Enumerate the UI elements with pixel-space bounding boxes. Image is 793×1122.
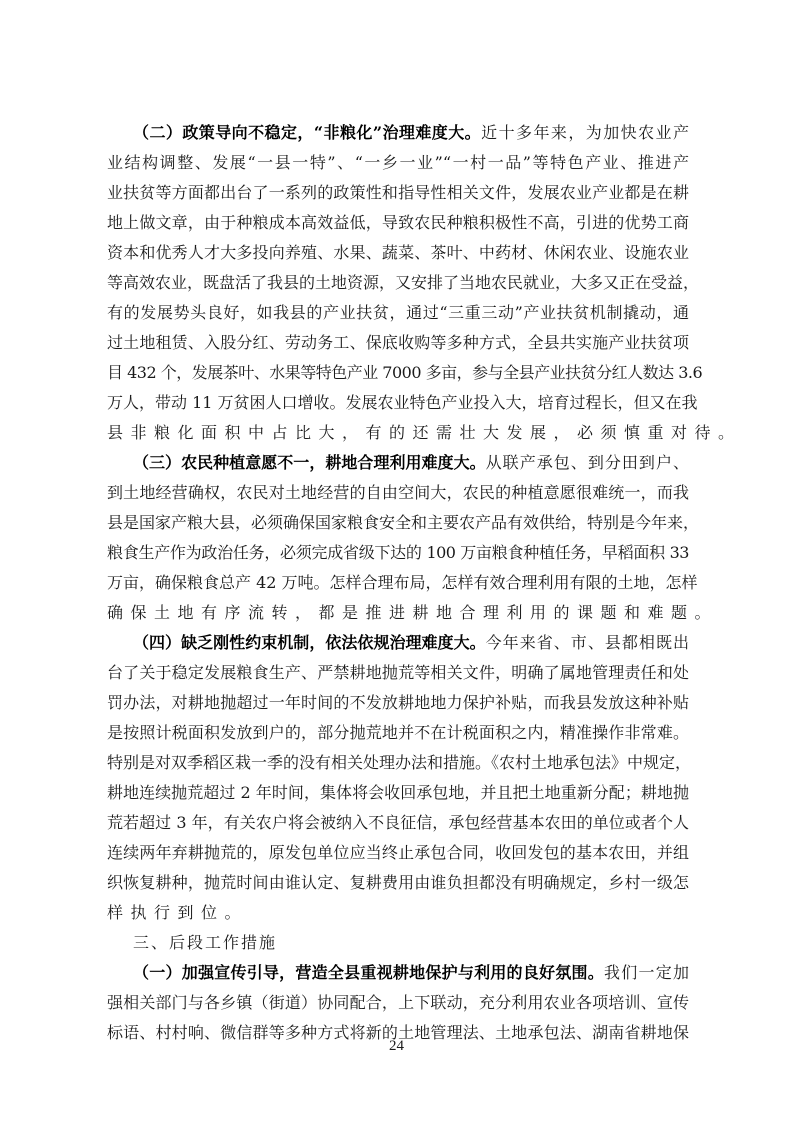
text-line: 强相关部门与各乡镇（街道）协同配合，上下联动，充分利用农业各项培训、宣传 bbox=[107, 993, 689, 1012]
text-line: 有的发展势头良好，如我县的产业扶贫，通过“三重三动”产业扶贫机制撬动，通 bbox=[107, 303, 689, 322]
text-line: 地上做文章，由于种粮成本高效益低，导致农民种粮积极性不高，引进的优势工商 bbox=[107, 213, 689, 232]
text-line: 连续两年弃耕抛荒的，原发包单位应当终止承包合同，收回发包的基本农田，并组 bbox=[107, 843, 689, 862]
paragraph-lead: （四）缺乏刚性约束机制，依法依规治理难度大。 bbox=[133, 633, 486, 652]
text-line bbox=[107, 448, 689, 478]
paragraph-publicity-guidance bbox=[107, 958, 689, 1048]
text-line: 粮食生产作为政治任务，必须完成省级下达的 100 万亩粮食种植任务，早稻面积 33 bbox=[107, 543, 689, 562]
text-line: 目 432 个，发展茶叶、水果等特色产业 7000 多亩，参与全县产业扶贫分红人数达 3.6 bbox=[107, 363, 703, 382]
text-line: 耕地连续抛荒超过 2 年时间，集体将会收回承包地，并且把土地重新分配；耕地抛 bbox=[107, 783, 689, 802]
text-line: 标语、村村响、微信群等多种方式将新的土地管理法、土地承包法、湖南省耕地保 bbox=[107, 1023, 689, 1042]
paragraph-lead: （二）政策导向不稳定，“非粮化”治理难度大。 bbox=[133, 123, 482, 142]
paragraph-first-rest: 从联产承包、到分田到户、 bbox=[485, 453, 689, 472]
text-line bbox=[107, 118, 689, 148]
page-number: 24 bbox=[389, 1038, 404, 1054]
text-line: 特别是对双季稻区栽一季的没有相关处理办法和措施。《农村土地承包法》中规定， bbox=[107, 753, 692, 772]
text-line: 到土地经营确权，农民对土地经营的自由空间大，农民的种植意愿很难统一，而我 bbox=[107, 483, 689, 502]
text-line: 等高效农业，既盘活了我县的土地资源，又安排了当地农民就业，大多又正在受益， bbox=[107, 273, 700, 292]
paragraph-constraint-mechanism bbox=[107, 628, 692, 928]
text-line: 过土地租赁、入股分红、劳动务工、保底收购等多种方式，全县共实施产业扶贫项 bbox=[107, 333, 689, 352]
text-line: 罚办法，对耕地抛超过一年时间的不发放耕地地力保护补贴，而我县发放这种补贴 bbox=[107, 693, 689, 712]
paragraph-first-rest: 今年来省、市、县都相既出 bbox=[485, 633, 689, 652]
paragraph-lead: （三）农民种植意愿不一，耕地合理利用难度大。 bbox=[133, 453, 486, 472]
text-line: 样执行到位。 bbox=[107, 903, 249, 922]
text-line: 万人，带动 11 万贫困人口增收。发展农业特色产业投入大，培育过程长，但又在我 bbox=[107, 393, 698, 412]
document-body bbox=[107, 118, 742, 1048]
paragraph-planting-willingness bbox=[107, 448, 719, 628]
paragraph-policy-orientation bbox=[107, 118, 742, 448]
text-line: 台了关于稳定发展粮食生产、严禁耕地抛荒等相关文件，明确了属地管理责任和处 bbox=[107, 663, 689, 682]
text-line: 万亩，确保粮食总产 42 万吨。怎样合理布局，怎样有效合理利用有限的土地，怎样 bbox=[107, 573, 698, 592]
text-line: 业结构调整、发展“一县一特”、“一乡一业”“一村一品”等特色产业、推进产 bbox=[107, 153, 689, 172]
text-line: 资本和优秀人才大多投向养殖、水果、蔬菜、茶叶、中药材、休闲农业、设施农业 bbox=[107, 243, 689, 262]
text-line: 是按照计税面积发放到户的，部分抛荒地并不在计税面积之内，精准操作非常难。 bbox=[107, 723, 689, 742]
section-heading: 三、后段工作措施 bbox=[133, 933, 278, 952]
text-line: 荒若超过 3 年，有关农户将会被纳入不良征信，承包经营基本农田的单位或者个人 bbox=[107, 813, 689, 832]
text-line bbox=[107, 628, 689, 658]
text-line: 县非粮化面积中占比大，有的还需壮大发展，必须慎重对待。 bbox=[107, 423, 742, 442]
paragraph-first-rest: 我们一定加 bbox=[604, 963, 689, 982]
text-line bbox=[107, 958, 689, 988]
paragraph-first-rest: 近十多年来，为加快农业产 bbox=[481, 123, 689, 142]
paragraph-lead: （一）加强宣传引导，营造全县重视耕地保护与利用的良好氛围。 bbox=[133, 963, 605, 982]
text-line: 业扶贫等方面都出台了一系列的政策性和指导性相关文件，发展农业产业都是在耕 bbox=[107, 183, 689, 202]
text-line: 织恢复耕种，抛荒时间由谁认定、复耕费用由谁负担都没有明确规定，乡村一级怎 bbox=[107, 873, 689, 892]
text-line: 县是国家产粮大县，必须确保国家粮食安全和主要农产品有效供给，特别是今年来， bbox=[107, 513, 700, 532]
text-line: 确保土地有序流转，都是推进耕地合理利用的课题和难题。 bbox=[107, 603, 719, 622]
